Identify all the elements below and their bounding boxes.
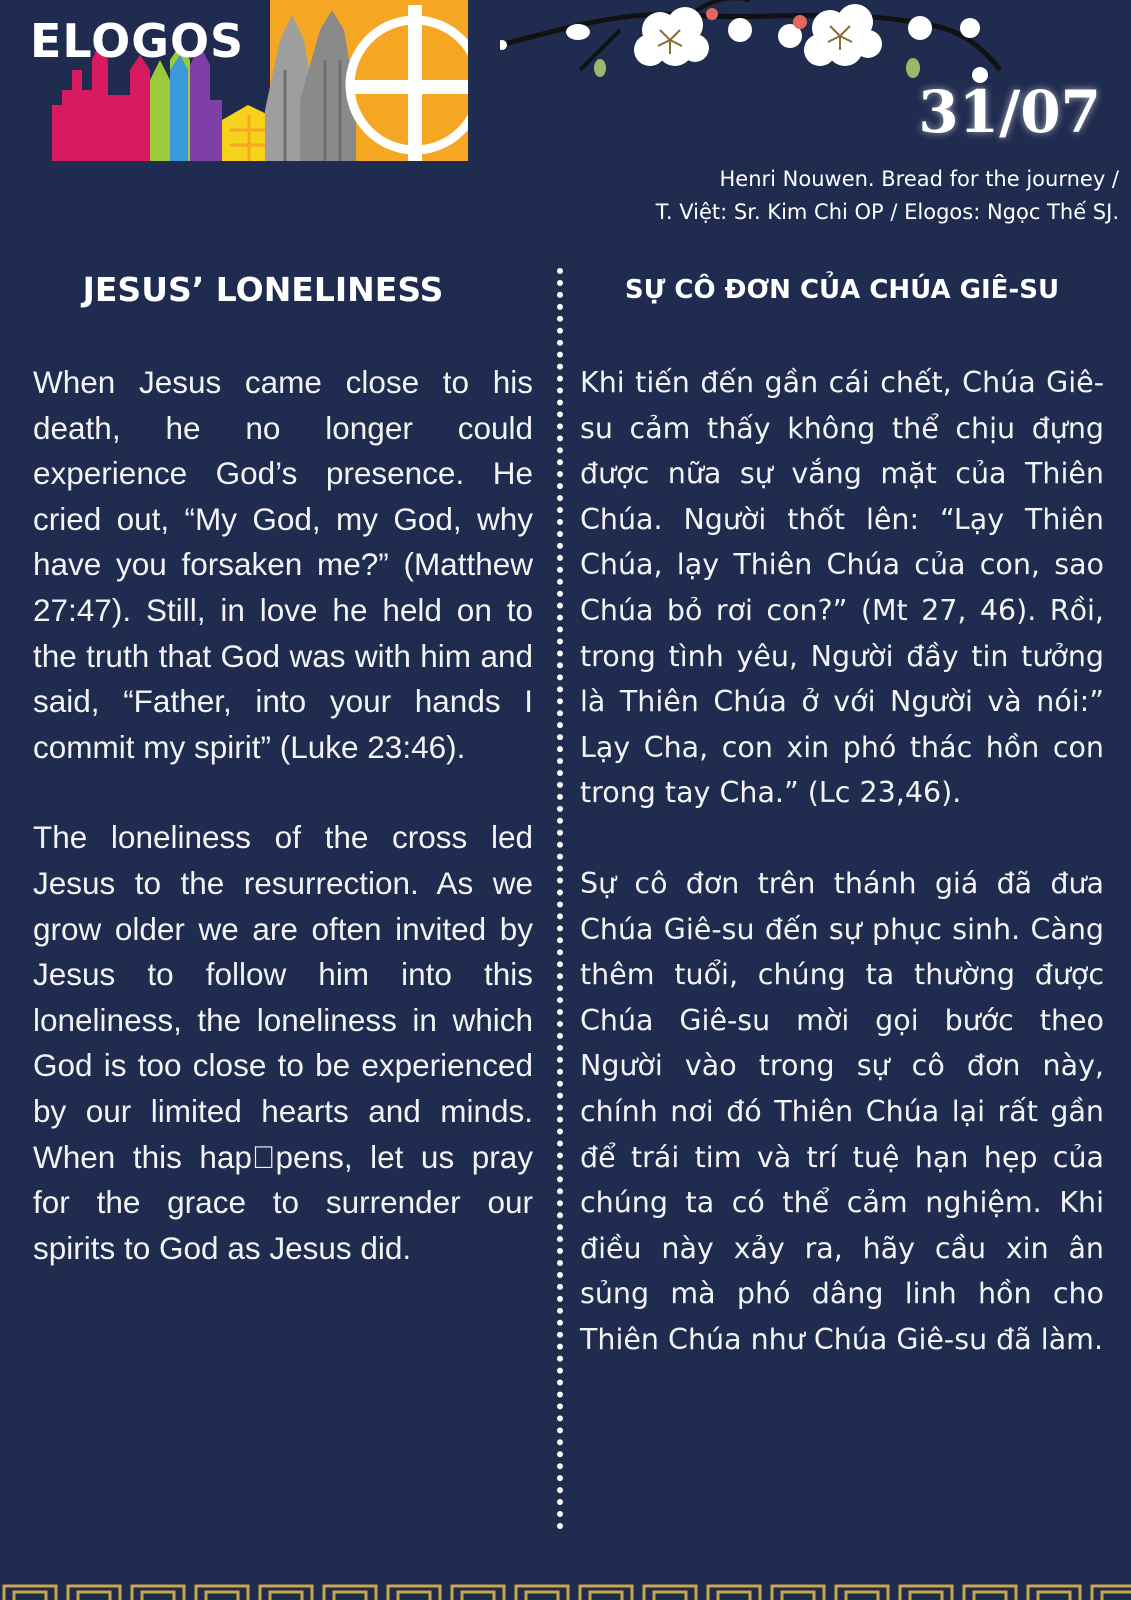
vietnamese-paragraph-2: Sự cô đơn trên thánh giá đã đưa Chúa Giê-su đến sự phục sinh. Càng thêm tuổi, chúng ta thường được Chúa Giê-su mời gọi bước theo Người vào trong sự cô đơn này, chính nơi đó Thiên Chúa lại rất gần để trái tim và trí tuệ hạn hẹp của chúng ta có thể cảm nghiệm. Khi điều này xảy ra, hãy cầu xin ân sủng mà phó dâng linh hồn cho Thiên Chúa như Chúa Giê-su đã làm. <box>580 866 1104 1356</box>
credit-line-2: T. Việt: Sr. Kim Chi OP / Elogos: Ngọc Thế SJ. <box>655 200 1119 224</box>
english-title: JESUS’ LONELINESS <box>82 270 444 309</box>
english-paragraph-2: The loneliness of the cross led Jesus to the resurrection. As we grow older we are often invited by Jesus to follow him into this loneliness, the loneliness in which God is too close to be experienced by our limited hearts and minds. When this hap pens, let us pray for the grace to surrender our spirits to God as Jesus did. <box>33 819 533 1266</box>
greek-key-border <box>0 1582 1131 1600</box>
column-divider <box>557 268 563 1530</box>
vietnamese-column <box>580 270 1104 1407</box>
date-label: 31/07 <box>918 78 1101 146</box>
english-paragraph-1: When Jesus came close to his death, he no longer could experience God’s presence. He cried out, “My God, my God, why have you forsaken me?” (Matthew 27:47). Still, in love he held on to the truth that God was with him and said, “Father, into your hands I commit my spirit” (Luke 23:46). <box>33 364 533 765</box>
credits <box>656 163 1119 229</box>
english-column <box>33 270 533 1316</box>
logo-text: ELOGOS <box>30 14 245 68</box>
credit-line-1: Henri Nouwen. Bread for the journey / <box>719 167 1119 191</box>
vietnamese-title: SỰ CÔ ĐƠN CỦA CHÚA GIÊ-SU <box>624 275 1060 305</box>
vietnamese-paragraph-1: Khi tiến đến gần cái chết, Chúa Giê-su cảm thấy không thể chịu đựng được nữa sự vắng mặt của Thiên Chúa. Người thốt lên: “Lạy Thiên Chúa, lạy Thiên Chúa của con, sao Chúa bỏ rơi con?” (Mt 27, 46). Rồi, trong tình yêu, Người đầy tin tưởng là Thiên Chúa ở với Người và nói:” Lạy Cha, con xin phó thác hồn con trong tay Cha.” (Lc 23,46). <box>580 366 1104 810</box>
elogos-logo <box>0 0 468 161</box>
